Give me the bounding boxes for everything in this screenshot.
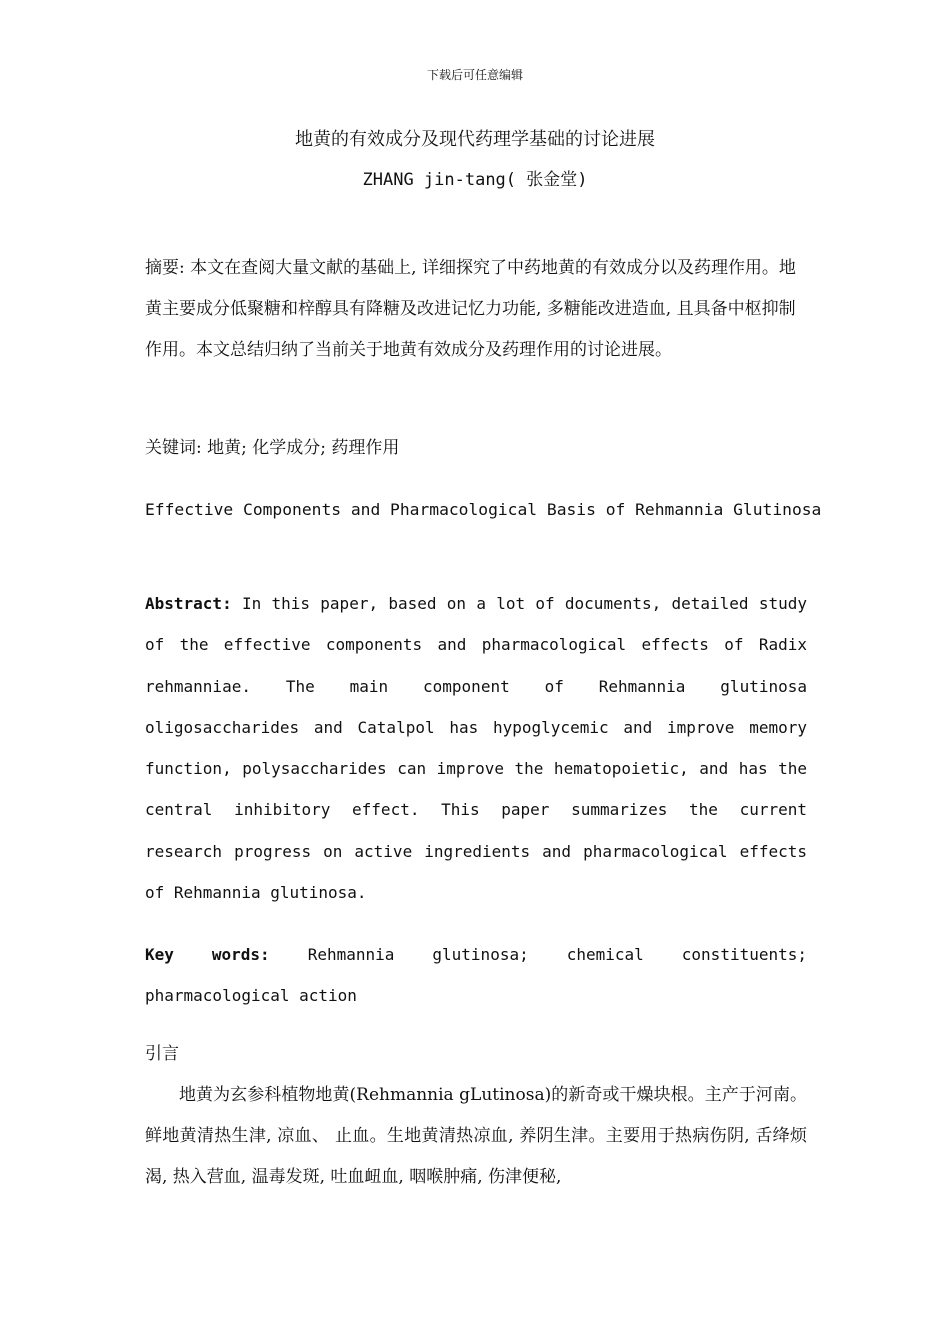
keywords-text: Rehmannia glutinosa; chemical constituents; pharmacological action — [145, 945, 808, 1006]
abstract-text: In this paper, based on a lot of documents, detailed study of the effective components and pharmacological effects of Radix rehmanniae. The main component of Rehmannia glutinosa oligosaccharides and Catalpol has hypoglycemic and improve memory function, polysaccharides can improve the hematopoietic, and has the central inhibitory effect. This paper summarizes the current research progress on active ingredients and pharmacological effects of Rehmannia glutinosa. — [145, 594, 807, 903]
keywords-label: Key words: — [145, 945, 270, 964]
english-keywords — [145, 934, 807, 1017]
paper-title: 地黄的有效成分及现代药理学基础的讨论进展 — [295, 129, 655, 150]
chinese-keywords: 关键词: 地黄; 化学成分; 药理作用 — [145, 438, 400, 458]
chinese-abstract: 摘要: 本文在查阅大量文献的基础上, 详细探究了中药地黄的有效成分以及药理作用。地黄主要成分低聚糖和梓醇具有降糖及改进记忆力功能, 多糖能改进造血, 且具备中枢抑制作用。本文总结归纳了当前关于地黄有效成分及药理作用的讨论进展。 — [145, 258, 796, 360]
paper-author: ZHANG jin-tang( 张金堂) — [362, 170, 588, 190]
english-abstract — [145, 583, 807, 913]
introduction-heading: 引言 — [145, 1044, 179, 1064]
english-title: Effective Components and Pharmacological Basis of Rehmannia Glutinosa — [145, 500, 822, 519]
abstract-label: Abstract: — [145, 594, 232, 613]
download-note: 下载后可任意编辑 — [426, 68, 523, 82]
introduction-body: 地黄为玄参科植物地黄(Rehmannia gLutinosa)的新奇或干燥块根。主产于河南。鲜地黄清热生津, 凉血、 止血。生地黄清热凉血, 养阴生津。主要用于热病伤阴, 舌绛烦渴, 热入营血, 温毒发斑, 吐血衄血, 咽喉肿痛, 伤津便秘, — [145, 1085, 807, 1187]
